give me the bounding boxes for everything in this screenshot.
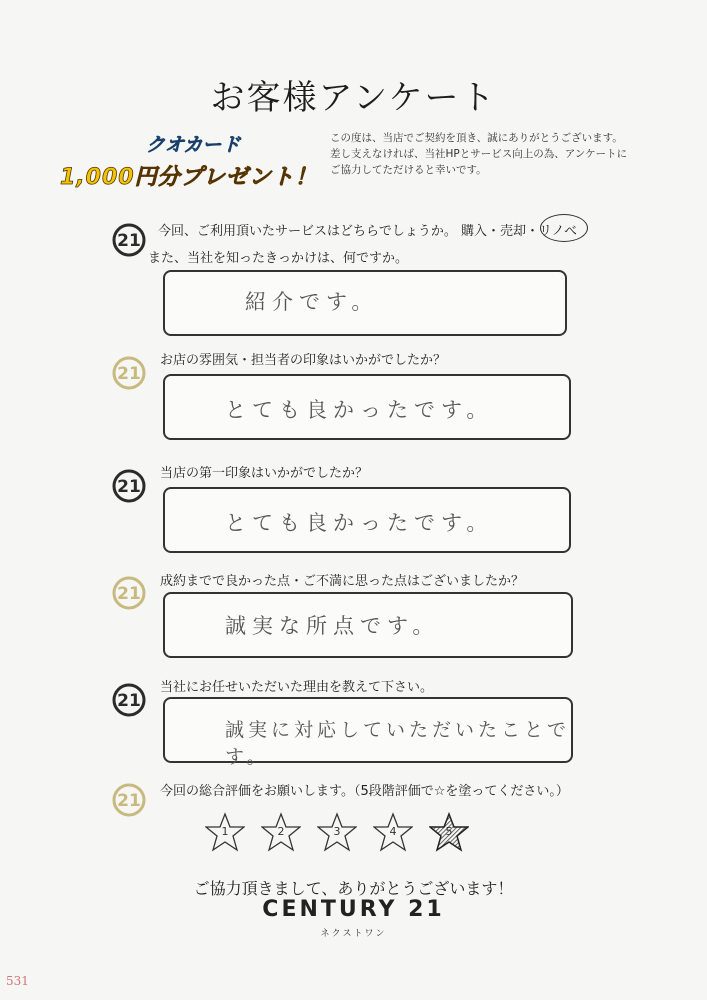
selected-option-circle — [540, 214, 588, 242]
svg-text:21: 21 — [117, 691, 141, 711]
answer-box-3[interactable] — [163, 487, 571, 553]
promo-title: クオカード — [146, 134, 241, 156]
answer-box-1[interactable] — [163, 270, 567, 336]
intro-text — [330, 130, 680, 178]
century21-logo-icon — [112, 356, 146, 390]
question-3-text: 当店の第一印象はいかがでしたか？ — [160, 466, 369, 481]
page-number: 531 — [6, 974, 29, 988]
rating-star-3[interactable] — [317, 812, 357, 852]
rating-star-2[interactable] — [261, 812, 301, 852]
svg-text:21: 21 — [117, 584, 141, 604]
svg-text:21: 21 — [117, 364, 141, 384]
intro-line: 差し支えなければ、当社HPとサービス向上の為、アンケートに — [330, 148, 628, 160]
answer-text: 誠実な所点です。 — [225, 614, 440, 638]
intro-line: この度は、当店でご契約を頂き、誠にありがとうございます。 — [330, 132, 623, 144]
promo-subtitle: 1,000円分プレゼント！ — [60, 165, 318, 190]
answer-text: とても良かったです。 — [225, 511, 494, 535]
question-4-text: 成約までで良かった点・ご不満に思った点はございましたか？ — [160, 574, 525, 589]
answer-box-5[interactable] — [163, 697, 573, 768]
thanks-message: ご協力頂きまして、ありがとうございます！ — [193, 879, 514, 898]
star-label: 1 — [221, 825, 229, 838]
answer-text: 誠実に対応していただいたことです。 — [225, 719, 571, 768]
rating-star-1[interactable] — [205, 812, 245, 852]
page-title: お客様アンケート — [210, 78, 497, 118]
star-label: 2 — [277, 825, 285, 838]
question-5-text: 当社にお任せいただいた理由を教えて下さい。 — [160, 680, 434, 695]
answer-text: とても良かったです。 — [225, 398, 494, 422]
question-6-text: 今回の総合評価をお願いします。（5段階評価で☆を塗ってください。） — [160, 784, 569, 799]
svg-text:21: 21 — [117, 791, 141, 811]
century21-logo-icon — [112, 783, 146, 817]
question-1-subtext: また、当社を知ったきっかけは、何ですか。 — [148, 251, 409, 266]
brand-logo: CENTURY 21 — [262, 897, 445, 922]
intro-line: ご協力してただけると幸いです。 — [330, 164, 487, 176]
star-label: 5 — [445, 825, 453, 838]
century21-logo-icon — [112, 469, 146, 503]
rating-star-5[interactable] — [429, 812, 469, 852]
answer-box-2[interactable] — [163, 374, 571, 440]
century21-logo-icon — [112, 683, 146, 717]
question-2-text: お店の雰囲気・担当者の印象はいかがでしたか？ — [160, 353, 447, 368]
century21-logo-icon — [112, 576, 146, 610]
answer-box-4[interactable] — [163, 592, 573, 658]
answer-text: 紹介です。 — [245, 290, 379, 314]
century21-logo-icon — [112, 223, 146, 257]
rating-stars — [205, 812, 469, 852]
rating-star-4[interactable] — [373, 812, 413, 852]
svg-text:21: 21 — [117, 231, 141, 251]
branch-name: ネクストワン — [320, 929, 387, 939]
question-1-text: 今回、ご利用頂いたサービスはどちらでしょうか。 購入・売却・リノベ — [158, 224, 577, 239]
star-label: 4 — [389, 825, 397, 838]
star-label: 3 — [333, 825, 341, 838]
svg-text:21: 21 — [117, 477, 141, 497]
